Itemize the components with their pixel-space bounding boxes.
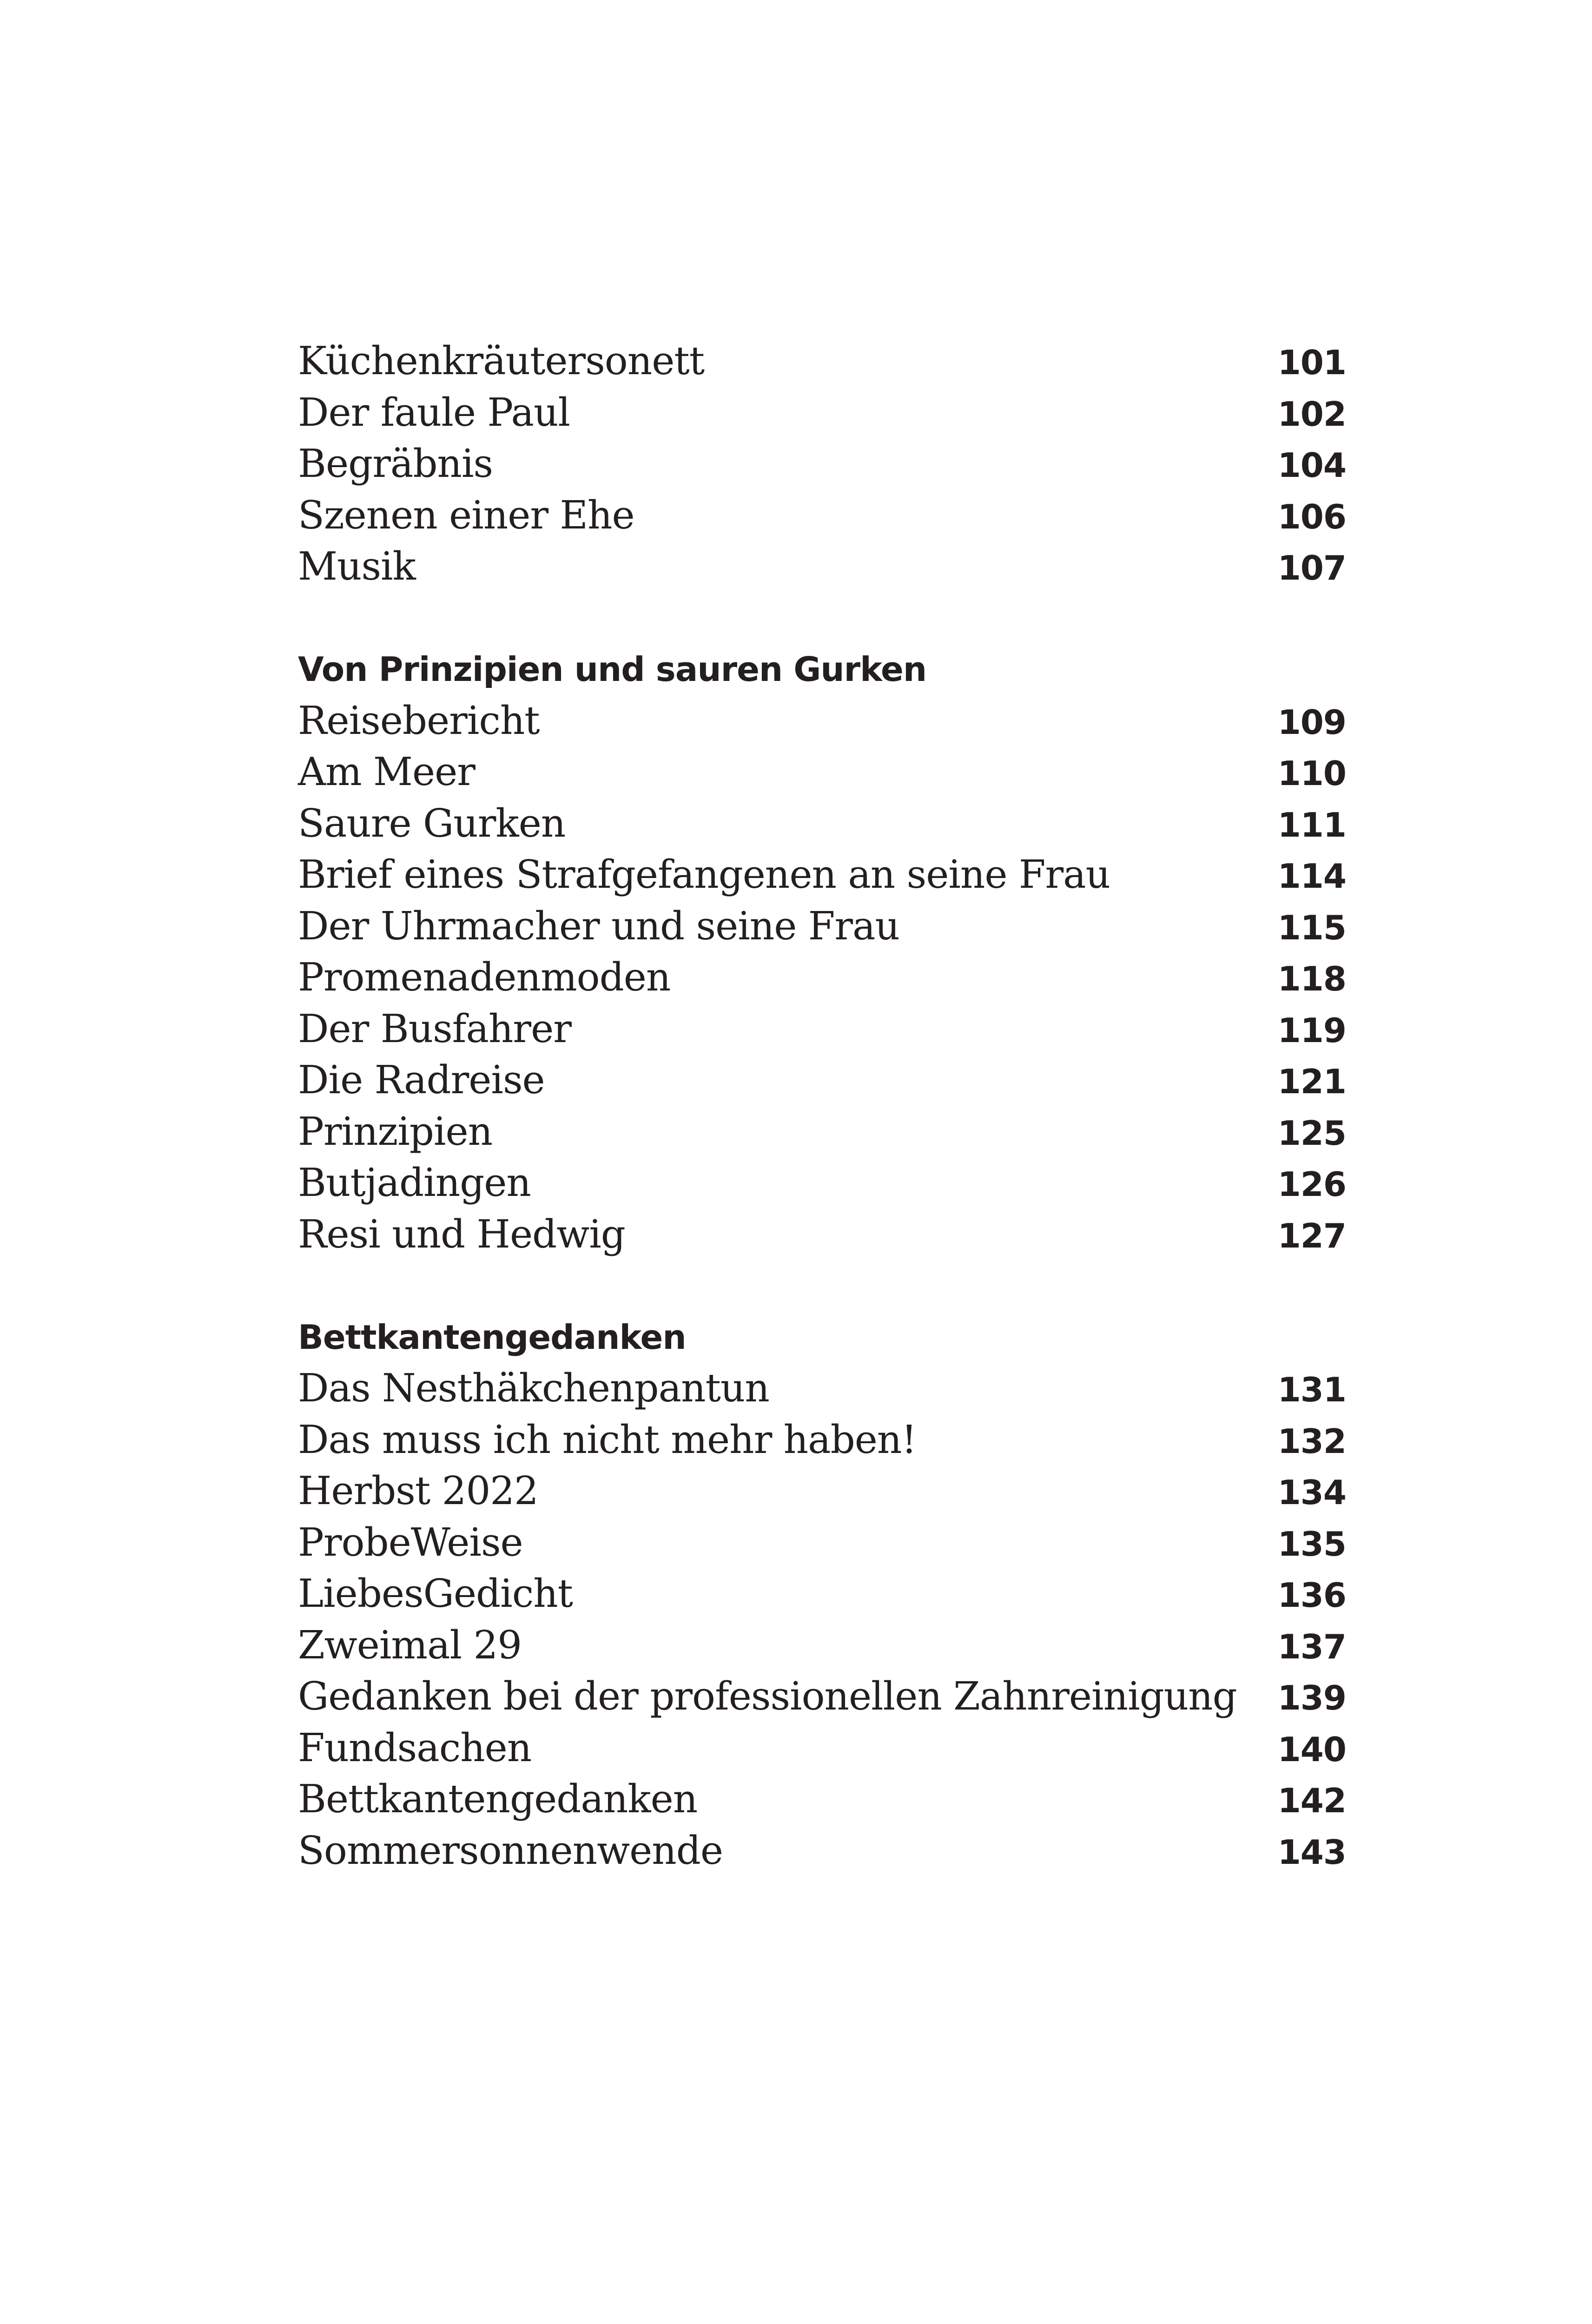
entry-title: Sommersonnenwende [298, 1828, 723, 1873]
entry-page-number: 102 [1277, 394, 1346, 434]
entry-title: Resi und Hedwig [298, 1211, 625, 1257]
toc-entry [298, 1106, 1346, 1158]
entry-page-number: 107 [1277, 548, 1346, 588]
entry-page-number: 101 [1277, 343, 1346, 382]
entry-page-number: 126 [1277, 1165, 1346, 1204]
toc-entry [298, 1466, 1346, 1517]
entry-page-number: 139 [1277, 1678, 1346, 1717]
toc-entry [298, 1414, 1346, 1466]
entry-page-number: 135 [1277, 1524, 1346, 1564]
toc-entry [298, 336, 1346, 387]
entry-page-number: 142 [1277, 1781, 1346, 1820]
entry-title: Szenen einer Ehe [298, 492, 634, 538]
entry-page-number: 111 [1277, 805, 1346, 845]
entry-page-number: 125 [1277, 1113, 1346, 1153]
intro-entries [298, 336, 1346, 593]
entry-page-number: 134 [1277, 1473, 1346, 1512]
entry-title: Die Radreise [298, 1057, 545, 1103]
toc-entry [298, 849, 1346, 901]
entry-page-number: 106 [1277, 497, 1346, 536]
entry-page-number: 104 [1277, 446, 1346, 485]
entry-page-number: 137 [1277, 1627, 1346, 1666]
entry-title: LiebesGedicht [298, 1571, 573, 1616]
toc-entry [298, 798, 1346, 850]
section-heading: Von Prinzipien und sauren Gurken [298, 650, 927, 689]
toc-entry [298, 1004, 1346, 1055]
toc-entry [298, 1825, 1346, 1877]
toc-entry [298, 1671, 1346, 1723]
entry-title: Butjadingen [298, 1160, 531, 1205]
toc-entry [298, 438, 1346, 490]
toc-entry [298, 387, 1346, 439]
entry-page-number: 136 [1277, 1576, 1346, 1615]
toc-entry [298, 1620, 1346, 1671]
entry-title: Das Nesthäkchenpantun [298, 1366, 769, 1411]
toc-entry [298, 541, 1346, 593]
toc-entry [298, 952, 1346, 1004]
toc-entry [298, 1568, 1346, 1620]
entry-page-number: 114 [1277, 857, 1346, 896]
toc-entry [298, 1517, 1346, 1569]
toc-entry [298, 695, 1346, 747]
entry-title: Musik [298, 544, 416, 589]
entry-page-number: 132 [1277, 1421, 1346, 1461]
toc-section-bettkantengedanken [298, 1312, 1346, 1877]
entry-title: Küchenkräutersonett [298, 338, 705, 383]
entry-page-number: 115 [1277, 908, 1346, 947]
toc-entry [298, 490, 1346, 541]
entry-title: Gedanken bei der professionellen Zahnreinigung [298, 1674, 1237, 1719]
toc-entry [298, 1723, 1346, 1774]
toc-entry [298, 1774, 1346, 1825]
entry-page-number: 140 [1277, 1730, 1346, 1769]
entry-title: Bettkantengedanken [298, 1776, 698, 1822]
toc-entry [298, 901, 1346, 952]
entry-title: Begräbnis [298, 441, 493, 486]
entry-page-number: 131 [1277, 1370, 1346, 1409]
entry-title: Am Meer [298, 749, 475, 794]
entry-title: Das muss ich nicht mehr haben! [298, 1417, 917, 1462]
entry-title: Saure Gurken [298, 800, 566, 846]
toc-entry [298, 1157, 1346, 1209]
entry-title: Reisebericht [298, 698, 540, 743]
entry-title: Der Busfahrer [298, 1006, 571, 1051]
toc-section-von-prinzipien [298, 644, 1346, 1260]
entry-title: Prinzipien [298, 1109, 493, 1154]
entry-title: Zweimal 29 [298, 1622, 522, 1668]
toc-entry [298, 1209, 1346, 1261]
entry-title: ProbeWeise [298, 1519, 523, 1565]
entry-page-number: 143 [1277, 1832, 1346, 1872]
entry-title: Der Uhrmacher und seine Frau [298, 903, 899, 949]
toc-entry [298, 746, 1346, 798]
entry-title: Promenadenmoden [298, 955, 671, 1000]
entry-page-number: 119 [1277, 1010, 1346, 1050]
toc-entry [298, 1055, 1346, 1106]
entry-page-number: 110 [1277, 754, 1346, 793]
entry-page-number: 121 [1277, 1062, 1346, 1101]
entry-title: Brief eines Strafgefangenen an seine Frau [298, 852, 1110, 897]
entry-title: Der faule Paul [298, 390, 570, 435]
entry-page-number: 127 [1277, 1216, 1346, 1255]
entry-title: Fundsachen [298, 1725, 532, 1770]
section-heading: Bettkantengedanken [298, 1317, 686, 1357]
table-of-contents [298, 336, 1346, 1876]
entry-page-number: 118 [1277, 959, 1346, 998]
entry-title: Herbst 2022 [298, 1468, 538, 1513]
entry-page-number: 109 [1277, 702, 1346, 742]
toc-entry [298, 1363, 1346, 1414]
